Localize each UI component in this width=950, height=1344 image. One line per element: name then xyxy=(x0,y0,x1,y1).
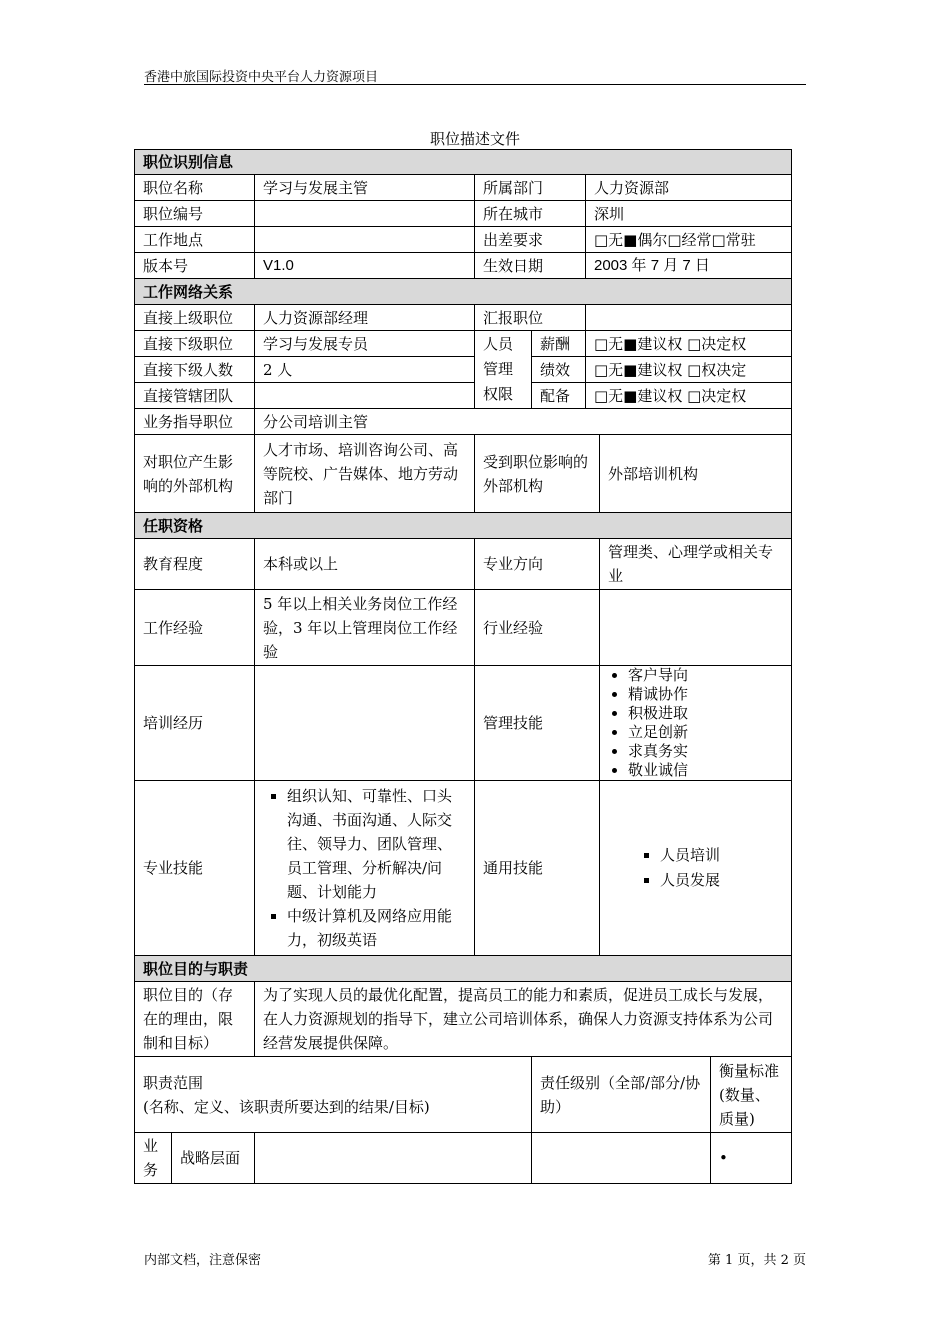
education-value: 本科或以上 xyxy=(255,539,475,590)
version-value: V1.0 xyxy=(255,253,475,279)
strategy-description xyxy=(255,1133,532,1184)
header-divider xyxy=(144,84,806,85)
list-item: ▪ 人员培训 xyxy=(660,843,783,868)
position-name-value: 学习与发展主管 xyxy=(255,175,475,201)
training-value xyxy=(255,666,475,781)
direct-subordinate-label: 直接下级职位 xyxy=(135,331,255,357)
section-identity: 职位识别信息 xyxy=(135,150,792,175)
performance-authority: □无■建议权 □权决定 xyxy=(586,357,792,383)
effective-date-value: 2003 年 7 月 7 日 xyxy=(586,253,792,279)
list-item: • 精诚协作 xyxy=(628,685,783,704)
subordinate-count-value: 2 人 xyxy=(255,357,475,383)
managed-team-label: 直接管辖团队 xyxy=(135,383,255,409)
list-item: ▪ 组织认知、可靠性、口头沟通、书面沟通、人际交往、领导力、团队管理、员工管理、分析解决/问题、计划能力 xyxy=(287,784,466,904)
general-skills-list xyxy=(600,781,792,956)
position-code-value xyxy=(255,201,475,227)
guidance-position-label: 业务指导职位 xyxy=(135,409,255,435)
work-experience-label: 工作经验 xyxy=(135,590,255,666)
salary-authority: □无■建议权 □决定权 xyxy=(586,331,792,357)
position-name-label: 职位名称 xyxy=(135,175,255,201)
work-location-value xyxy=(255,227,475,253)
general-skills-label: 通用技能 xyxy=(475,781,600,956)
report-position-label: 汇报职位 xyxy=(475,305,586,331)
business-label: 业务 xyxy=(135,1133,172,1184)
salary-label: 薪酬 xyxy=(532,331,586,357)
responsibility-scope-header: 职责范围 (名称、定义、该职责所要达到的结果/目标) xyxy=(135,1057,532,1133)
department-value: 人力资源部 xyxy=(586,175,792,201)
purpose-value: 为了实现人员的最优化配置，提高员工的能力和素质，促进员工成长与发展，在人力资源规划的指导下，建立公司培训体系，确保人力资源支持体系为公司经营发展提供保障。 xyxy=(255,982,792,1057)
work-location-label: 工作地点 xyxy=(135,227,255,253)
direct-subordinate-value: 学习与发展专员 xyxy=(255,331,475,357)
major-label: 专业方向 xyxy=(475,539,600,590)
external-influencer-label: 对职位产生影响的外部机构 xyxy=(135,435,255,513)
section-qualification: 任职资格 xyxy=(135,513,792,539)
section-network: 工作网络关系 xyxy=(135,279,792,305)
responsibility-level-header: 责任级别（全部/部分/协助） xyxy=(532,1057,711,1133)
list-item: • 积极进取 xyxy=(628,704,783,723)
list-item: ▪ 中级计算机及网络应用能力，初级英语 xyxy=(287,904,466,952)
department-label: 所属部门 xyxy=(475,175,586,201)
job-description-table xyxy=(134,149,792,1184)
travel-options: □无■偶尔□经常□常驻 xyxy=(586,227,792,253)
measurement-standard-header: 衡量标准(数量、质量) xyxy=(711,1057,792,1133)
management-skills-label: 管理技能 xyxy=(475,666,600,781)
industry-experience-value xyxy=(600,590,792,666)
external-influencer-value: 人才市场、培训咨询公司、高等院校、广告媒体、地方劳动部门 xyxy=(255,435,475,513)
section-purpose: 职位目的与职责 xyxy=(135,956,792,982)
list-item: • 客户导向 xyxy=(628,666,783,685)
management-skills-list xyxy=(600,666,792,781)
list-item: ▪ 人员发展 xyxy=(660,868,783,893)
version-label: 版本号 xyxy=(135,253,255,279)
effective-date-label: 生效日期 xyxy=(475,253,586,279)
document-title: 职位描述文件 xyxy=(429,130,520,148)
purpose-label: 职位目的（存在的理由，限制和目标） xyxy=(135,982,255,1057)
strategy-level-value xyxy=(532,1133,711,1184)
city-label: 所在城市 xyxy=(475,201,586,227)
direct-superior-value: 人力资源部经理 xyxy=(255,305,475,331)
professional-skills-label: 专业技能 xyxy=(135,781,255,956)
staffing-label: 配备 xyxy=(532,383,586,409)
staffing-authority: □无■建议权 □决定权 xyxy=(586,383,792,409)
performance-label: 绩效 xyxy=(532,357,586,383)
header-project-title: 香港中旅国际投资中央平台人力资源项目 xyxy=(144,70,379,85)
major-value: 管理类、心理学或相关专业 xyxy=(600,539,792,590)
professional-skills-list xyxy=(255,781,475,956)
guidance-position-value: 分公司培训主管 xyxy=(255,409,792,435)
report-position-value xyxy=(586,305,792,331)
hr-authority-label: 人员 管理 权限 xyxy=(475,331,532,409)
list-item: • 敬业诚信 xyxy=(628,761,783,780)
travel-label: 出差要求 xyxy=(475,227,586,253)
education-label: 教育程度 xyxy=(135,539,255,590)
training-label: 培训经历 xyxy=(135,666,255,781)
subordinate-count-label: 直接下级人数 xyxy=(135,357,255,383)
external-affected-label: 受到职位影响的外部机构 xyxy=(475,435,600,513)
direct-superior-label: 直接上级职位 xyxy=(135,305,255,331)
city-value: 深圳 xyxy=(586,201,792,227)
work-experience-value: 5 年以上相关业务岗位工作经验，3 年以上管理岗位工作经验 xyxy=(255,590,475,666)
footer-page-number: 第 1 页，共 2 页 xyxy=(707,1253,806,1268)
industry-experience-label: 行业经验 xyxy=(475,590,600,666)
strategy-measure-bullet: • xyxy=(711,1133,792,1184)
footer-confidential: 内部文档，注意保密 xyxy=(144,1253,262,1268)
position-code-label: 职位编号 xyxy=(135,201,255,227)
list-item: • 求真务实 xyxy=(628,742,783,761)
strategy-level-label: 战略层面 xyxy=(172,1133,255,1184)
external-affected-value: 外部培训机构 xyxy=(600,435,792,513)
list-item: • 立足创新 xyxy=(628,723,783,742)
managed-team-value xyxy=(255,383,475,409)
